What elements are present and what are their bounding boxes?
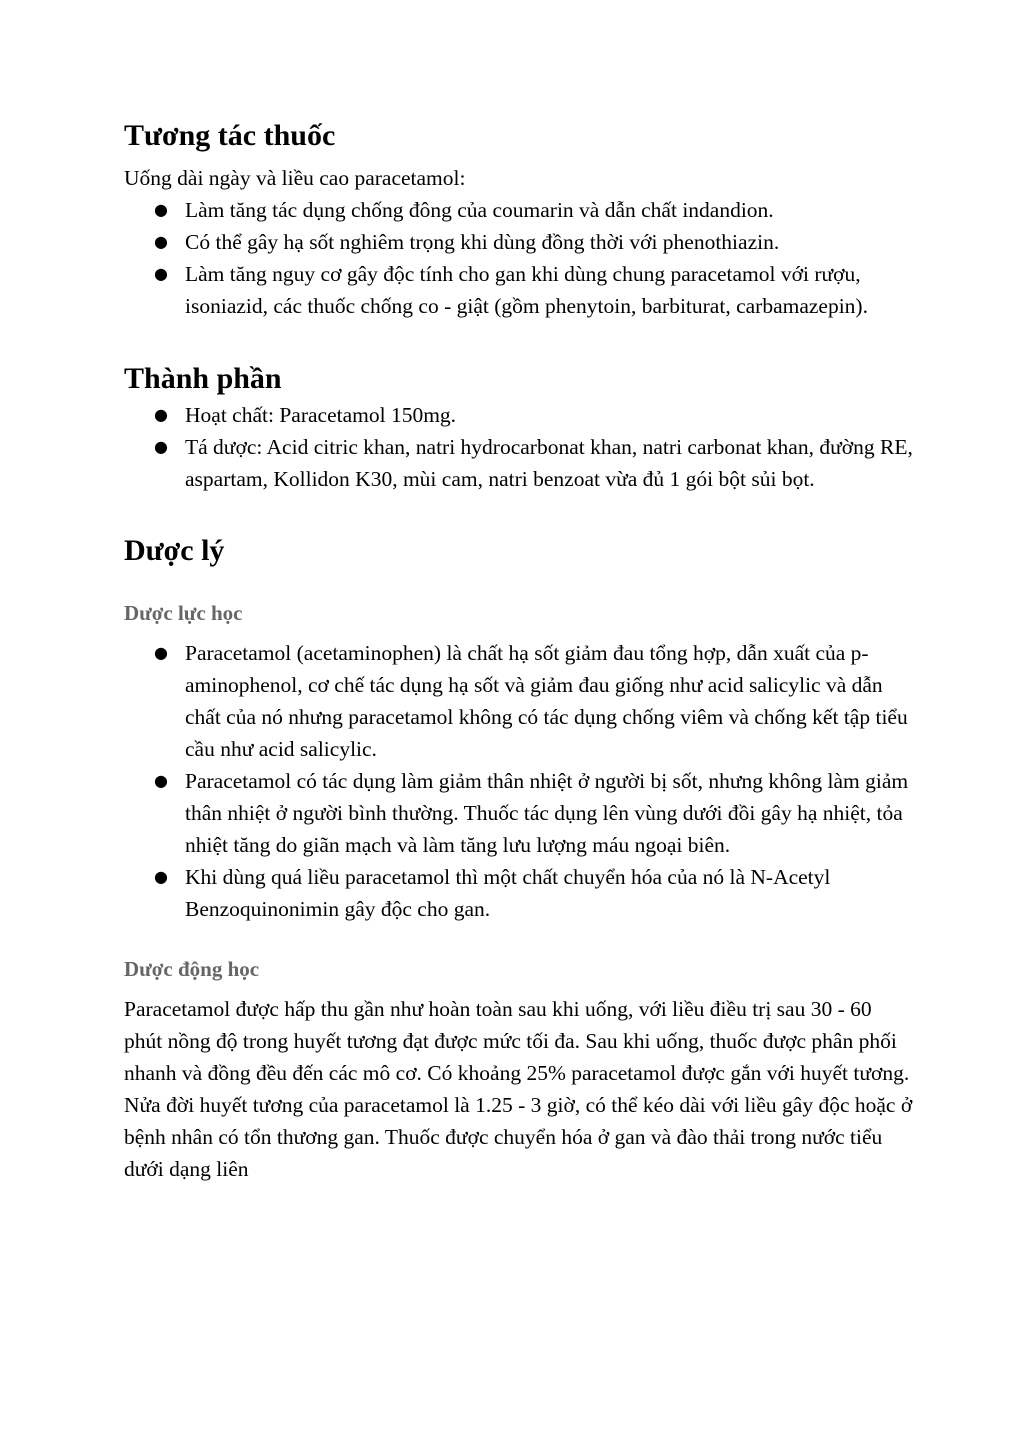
heading-pharmacology: Dược lý: [124, 534, 225, 567]
bullet-icon: ●: [154, 405, 168, 424]
list-item: ● Làm tăng tác dụng chống đông của coumarin và dẫn chất indandion.: [124, 194, 914, 226]
bullet-icon: ●: [154, 264, 168, 283]
bullet-icon: ●: [154, 200, 168, 219]
bullet-icon: ●: [154, 643, 168, 662]
heading-composition: Thành phần: [124, 362, 282, 395]
list-item: ● Tá dược: Acid citric khan, natri hydrocarbonat khan, natri carbonat khan, đường RE, aspartam, Kollidon K30, mùi cam, natri benzoat vừa đủ 1 gói bột sủi bọt.: [124, 431, 914, 495]
list-item: ● Paracetamol có tác dụng làm giảm thân nhiệt ở người bị sốt, nhưng không làm giảm thân nhiệt ở người bình thường. Thuốc tác dụng lên vùng dưới đồi gây hạ nhiệt, tỏa nhiệt tăng do giãn mạch và làm tăng lưu lượng máu ngoại biên.: [124, 765, 914, 861]
interactions-list: [124, 194, 914, 322]
bullet-icon: ●: [154, 437, 168, 456]
subsection-pharmacokinetics: [124, 955, 914, 1185]
section-drug-interactions: [124, 118, 914, 322]
bullet-icon: ●: [154, 867, 168, 886]
section-pharmacology: [124, 533, 914, 1185]
list-item: ● Có thể gây hạ sốt nghiêm trọng khi dùng đồng thời với phenothiazin.: [124, 226, 914, 258]
bullet-icon: ●: [154, 771, 168, 790]
subsection-pharmacodynamics: [124, 599, 914, 925]
document-page: [124, 118, 914, 1185]
list-item: ● Làm tăng nguy cơ gây độc tính cho gan khi dùng chung paracetamol với rượu, isoniazid, các thuốc chống co - giật (gồm phenytoin, barbiturat, carbamazepin).: [124, 258, 914, 322]
list-item: ● Khi dùng quá liều paracetamol thì một chất chuyển hóa của nó là N-Acetyl Benzoquinonimin gây độc cho gan.: [124, 861, 914, 925]
list-item: ● Paracetamol (acetaminophen) là chất hạ sốt giảm đau tổng hợp, dẫn xuất của p-aminophenol, cơ chế tác dụng hạ sốt và giảm đau giống như acid salicylic và dẫn chất của nó nhưng paracetamol không có tác dụng chống viêm và chống kết tập tiểu cầu như acid salicylic.: [124, 637, 914, 765]
bullet-icon: ●: [154, 232, 168, 251]
section-composition: [124, 361, 914, 495]
pharmacodynamics-list: [124, 637, 914, 925]
heading-drug-interactions: Tương tác thuốc: [124, 119, 336, 152]
list-item: ● Hoạt chất: Paracetamol 150mg.: [124, 399, 914, 431]
heading-pharmacokinetics: Dược động học: [124, 957, 260, 981]
heading-pharmacodynamics: Dược lực học: [124, 601, 243, 625]
composition-list: [124, 399, 914, 495]
pharmacokinetics-paragraph: Paracetamol được hấp thu gần như hoàn toàn sau khi uống, với liều điều trị sau 30 - 60 phút nồng độ trong huyết tương đạt được mức tối đa. Sau khi uống, thuốc được phân phối nhanh và đồng đều đến các mô cơ. Có khoảng 25% paracetamol được gắn với huyết tương. Nửa đời huyết tương của paracetamol là 1.25 - 3 giờ, có thể kéo dài với liều gây độc hoặc ở bệnh nhân có tổn thương gan. Thuốc được chuyển hóa ở gan và đào thải trong nước tiểu dưới dạng liên: [124, 997, 913, 1181]
interactions-intro: Uống dài ngày và liều cao paracetamol:: [124, 166, 466, 190]
